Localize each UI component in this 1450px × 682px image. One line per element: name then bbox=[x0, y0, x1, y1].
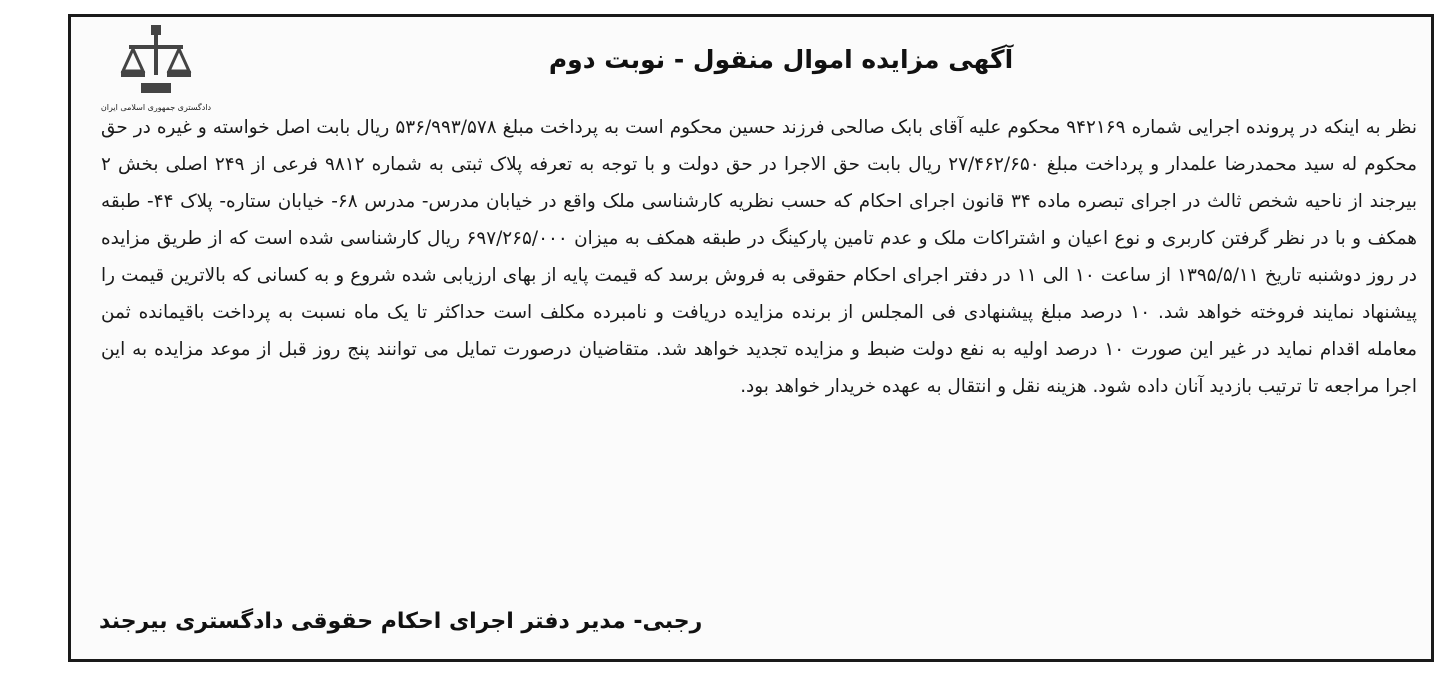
justice-scales-emblem-icon bbox=[111, 23, 201, 101]
logo-caption: دادگستری جمهوری اسلامی ایران bbox=[100, 103, 212, 112]
judiciary-logo bbox=[91, 23, 221, 119]
notice-frame bbox=[68, 14, 1434, 662]
notice-body: نظر به اینکه در پرونده اجرایی شماره ۹۴۲۱۶۹ محکوم علیه آقای بابک صالحی فرزند حسین محکوم است به پرداخت مبلغ ۵۳۶/۹۹۳/۵۷۸ ریال بابت اصل خواسته و غیره در حق محکوم له سید محمدرضا علمدار و پرداخت مبلغ ۲۷/۴۶۲/۶۵۰ ریال بابت حق الاجرا در حق دولت و با توجه به تعرفه پلاک ثبتی به شماره ۹۸۱۲ فرعی از ۲۴۹ اصلی بخش ۲ بیرجند از ناحیه شخص ثالث در اجرای تبصره ماده ۳۴ قانون اجرای احکام که حسب نظریه کارشناسی ملک واقع در خیابان مدرس- مدرس ۶۸- خیابان ستاره- پلاک ۴۴- طبقه همکف و با در نظر گرفتن کاربری و نوع اعیان و اشتراکات ملک و عدم تامین پارکینگ در طبقه همکف به میزان ۶۹۷/۲۶۵/۰۰۰ ریال کارشناسی شده است که از طریق مزایده در روز دوشنبه تاریخ ۱۳۹۵/۵/۱۱ از ساعت ۱۰ الی ۱۱ در دفتر اجرای احکام حقوقی به فروش برسد که قیمت پایه از بهای ارزیابی شده شروع و به کسانی که بالاترین قیمت را پیشنهاد نمایند فروخته خواهد شد. ۱۰ درصد مبلغ پیشنهادی فی المجلس از برنده مزایده دریافت و نامبرده مکلف است حداکثر تا یک ماه نسبت به پرداخت باقیمانده ثمن معامله اقدام نماید در غیر این صورت ۱۰ درصد اولیه به نفع دولت ضبط و مزایده تجدید خواهد شد. متقاضیان درصورت تمایل می توانند پنج روز قبل از موعد مزایده به این اجرا مراجعه تا ترتیب بازدید آنان داده شود. هزینه نقل و انتقال به عهده خریدار خواهد بود. bbox=[101, 117, 1417, 397]
notice-signature: رجبی- مدیر دفتر اجرای احکام حقوقی دادگستری بیرجند bbox=[99, 609, 703, 634]
notice-title: آگهی مزایده اموال منقول - نوبت دوم bbox=[548, 45, 1014, 74]
